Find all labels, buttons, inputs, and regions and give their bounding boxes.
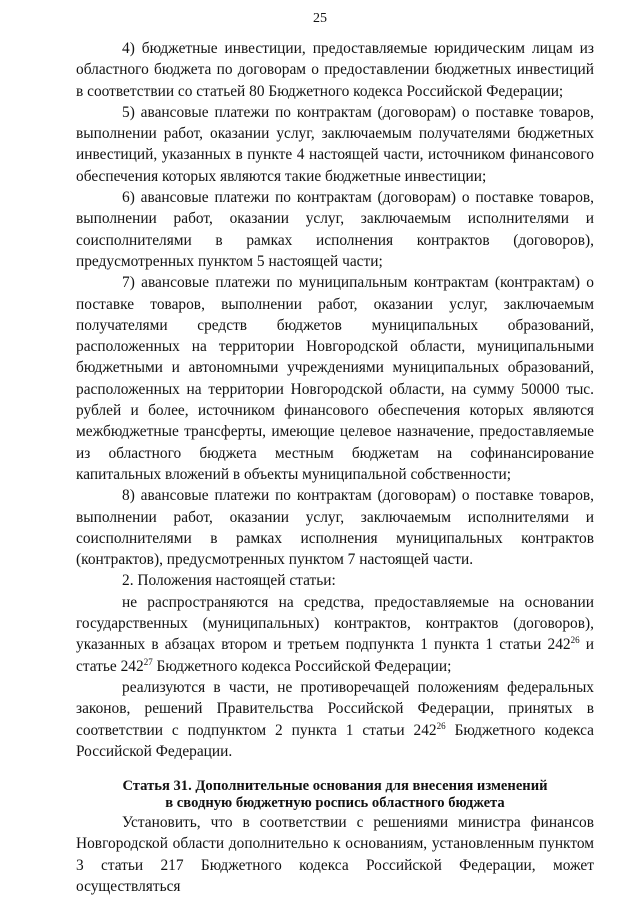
paragraph-text: и статье 242 (76, 636, 594, 675)
document-body (76, 38, 594, 897)
paragraph-text: реализуются в части, не противоречащей положениям федеральных законов, решений Правительства Российской Федерации, принятых в соответствии с подпунктом 2 пункта 1 статьи 242 (76, 678, 594, 739)
paragraph-not-applicable (76, 592, 594, 677)
article-heading (76, 778, 594, 812)
superscript: 27 (143, 656, 153, 667)
superscript: 26 (436, 720, 446, 731)
paragraph-item-4: 4) бюджетные инвестиции, предоставляемые юридическим лицам из областного бюджета по договорам о предоставлении бюджетных инвестиций в соответствии со статьей 80 Бюджетного кодекса Российской Федерации; (76, 40, 594, 100)
paragraph-part-2: 2. Положения настоящей статьи: (122, 572, 336, 590)
paragraph-implemented (76, 677, 594, 762)
article-heading-line1: Статья 31. Дополнительные основания для внесения изменений (122, 778, 548, 795)
paragraph-item-7: 7) авансовые платежи по муниципальным контрактам (контрактам) о поставке товаров, выполнении работ, оказании услуг, заключаемым получателями средств бюджетов муниципальных образований, расположенных на территории Новгородской области, муниципальными бюджетными и автономными учреждениями муниципальных образований, расположенных на территории Новгородской области, на сумму 50000 тыс. рублей и более, источником финансового обеспечения которых являются межбюджетные трансферты, имеющие целевое назначение, предоставляемые из областного бюджета местным бюджетам на софинансирование капитальных вложений в объекты муниципальной собственности; (76, 274, 594, 483)
paragraph-article-31: Установить, что в соответствии с решениями министра финансов Новгородской области дополнительно к основаниям, установленным пунктом 3 статьи 217 Бюджетного кодекса Российской Федерации, может осуществляться (76, 814, 594, 895)
paragraph-item-6: 6) авансовые платежи по контрактам (договорам) о поставке товаров, выполнении работ, оказании услуг, заключаемым исполнителями и соисполнителями в рамках исполнения контрактов (договоров), предусмотренных пунктом 5 настоящей части; (76, 189, 594, 270)
page-number: 25 (313, 11, 327, 26)
paragraph-text: Бюджетного кодекса Российской Федерации. (76, 721, 594, 760)
paragraph-text: не распространяются на средства, предоставляемые на основании государственных (муниципальных) контрактов, контрактов (договоров), указанных в абзацах втором и третьем подпункта 1 пункта 1 статьи 242 (76, 593, 594, 654)
paragraph-item-8: 8) авансовые платежи по контрактам (договорам) о поставке товаров, выполнении работ, оказании услуг, заключаемым исполнителями и соисполнителями в рамках исполнения муниципальных контрактов (контрактов), предусмотренных пунктом 7 настоящей части. (76, 487, 594, 569)
superscript: 26 (570, 635, 580, 646)
article-heading-line2: в сводную бюджетную роспись областного бюджета (165, 795, 505, 812)
paragraph-text: Бюджетного кодекса Российской Федерации; (152, 657, 452, 675)
paragraph-item-5: 5) авансовые платежи по контрактам (договорам) о поставке товаров, выполнении работ, оказании услуг, заключаемым получателями бюджетных инвестиций, указанных в пункте 4 настоящей части, источником финансового обеспечения которых являются такие бюджетные инвестиции; (76, 103, 594, 185)
